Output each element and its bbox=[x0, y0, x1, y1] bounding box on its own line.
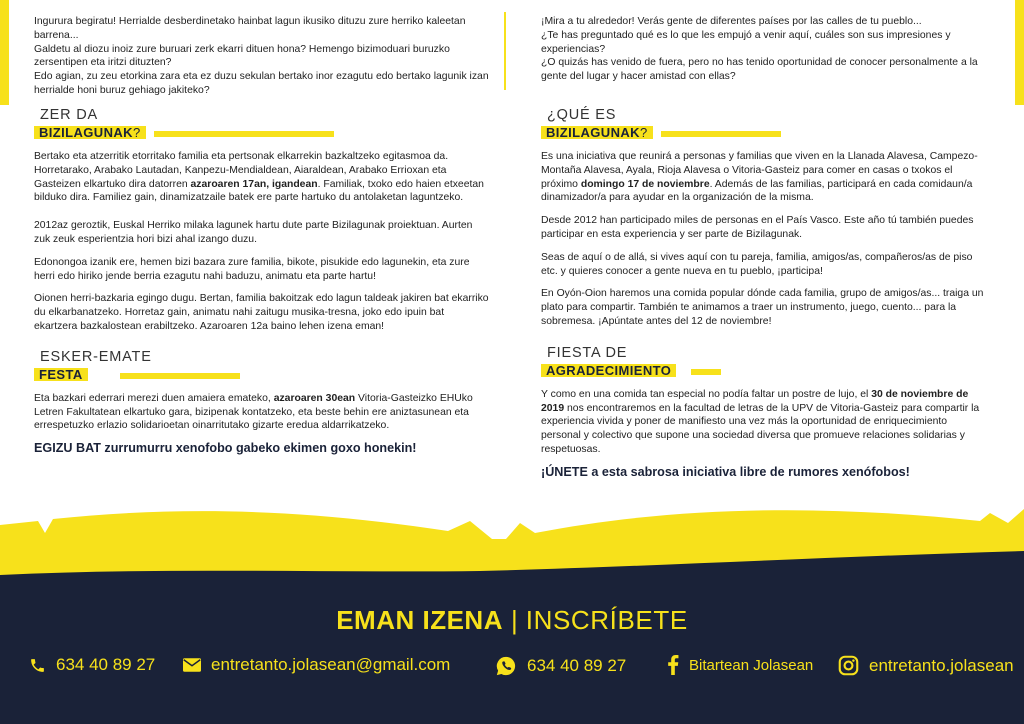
intro-text bbox=[34, 15, 489, 101]
phone-number: 634 40 89 27 bbox=[56, 655, 156, 674]
heading-line-2 bbox=[34, 126, 146, 139]
heading-underline bbox=[691, 369, 721, 375]
heading-qmark: ? bbox=[639, 125, 648, 140]
heading-title: BIZILAGUNAK bbox=[546, 125, 640, 140]
basque-column bbox=[34, 0, 489, 456]
contact-phone[interactable] bbox=[29, 655, 155, 675]
spanish-column bbox=[541, 0, 986, 480]
paragraph: Eta bazkari ederrari merezi duen amaiera emateko, azaroaren 30ean Vitoria-Gasteizko EHUko Letren Fakultatean elkartuko gara, bizipenak kontatzeko, eta beste behin ere aniztasunean eta errespetuzko erlazio solidarioetan oinarritutako gizarte eredua aldarrikatzeko. bbox=[34, 392, 473, 432]
heading-line-1: ZER DA bbox=[40, 107, 98, 123]
paragraph: Bertako eta atzerritik etorritako familia eta pertsonak elkarrekin bazkaltzeko egitasmoa da. Horretarako, Arabako Lautadan, Kanpezu-Mendialdean, Aiaraldean, Arabako Errioxan eta Gasteizen elkartuko dira datorren azaroaren 17an, igandean. Familiak, txoko edo haien etxeetan bilduko dira. Familiez gain, dinamizatzaile batek ere parte hartuko du antolaketan laguntzeko. bbox=[34, 151, 484, 204]
paragraph: 2012az geroztik, Euskal Herriko milaka lagunek hartu dute parte Bizilagunak proiektuan. Aurten zuk zeuk esperientzia hori bizi ahal izango duzu. bbox=[34, 220, 473, 245]
contact-bar bbox=[0, 655, 1024, 679]
facebook-page: Bitartean Jolasean bbox=[689, 656, 814, 674]
closing-slogan: ¡ÚNETE a esta sabrosa iniciativa libre de rumores xenófobos! bbox=[541, 464, 910, 479]
heading-line-2: AGRADECIMIENTO bbox=[541, 364, 676, 377]
contact-email[interactable] bbox=[183, 655, 450, 675]
whatsapp-number: 634 40 89 27 bbox=[527, 656, 627, 675]
cta-basque: EMAN IZENA bbox=[336, 605, 503, 635]
cta-separator: | bbox=[510, 605, 518, 635]
cta-spanish: INSCRÍBETE bbox=[525, 605, 688, 635]
center-fold-mark bbox=[504, 12, 506, 90]
facebook-icon bbox=[667, 655, 679, 675]
heading-line-1: ¿QUÉ ES bbox=[547, 107, 617, 123]
intro-text bbox=[541, 15, 986, 101]
contact-instagram[interactable] bbox=[838, 655, 1014, 676]
contact-whatsapp[interactable] bbox=[495, 655, 626, 677]
heading-line-1: ESKER-EMATE bbox=[40, 348, 152, 365]
heading-underline bbox=[120, 373, 240, 379]
instagram-handle: entretanto.jolasean bbox=[869, 655, 1014, 675]
heading-line-1: FIESTA DE bbox=[547, 344, 628, 361]
heading-underline bbox=[154, 131, 334, 137]
section-heading bbox=[34, 343, 489, 388]
heading-qmark: ? bbox=[132, 125, 141, 140]
intro-paragraph: ¿Te has preguntado qué es lo que les empujó a venir aquí, cuáles son sus impresiones y experiencias? bbox=[541, 29, 951, 55]
mail-icon bbox=[183, 658, 201, 672]
right-accent-bar bbox=[1015, 0, 1024, 105]
paragraph: Oionen herri-bazkaria egingo dugu. Bertan, familia bakoitzak edo lagun taldeak jakiren bat ekarriko du elkarbanatzeko. Horretaz gain, animatu nahi zaitugu musika-tresna, joko edo ipuin bat ekartzera bazkalostean erabiltzeko. Azaroaren 12a baino lehen izena eman! bbox=[34, 293, 489, 332]
phone-icon bbox=[29, 657, 46, 674]
heading-line-2 bbox=[541, 126, 653, 139]
paragraph: Y como en una comida tan especial no podía faltar un postre de lujo, el 30 de noviembre de 2019 nos encontraremos en la facultad de letras de la UPV de Vitoria-Gasteiz para compartir la experiencia vivida y poner de manifiesto una vez más la oportunidad de enriquecimiento personal y colectivo que supone una sociedad diversa que promueve relaciones solidarias y respetuosas. bbox=[541, 388, 980, 455]
paragraph: Desde 2012 han participado miles de personas en el País Vasco. Este año tú también puedes participar en esta experiencia y ser parte de Bizilagunak. bbox=[541, 215, 974, 240]
section-heading bbox=[541, 339, 986, 384]
section-heading bbox=[541, 101, 986, 146]
highlight-date: domingo 17 de noviembre bbox=[580, 178, 710, 190]
left-accent-bar bbox=[0, 0, 9, 105]
paragraph: Edonongoa izanik ere, hemen bizi bazara zure familia, bikote, pisukide edo lagunekin, eta zure herri edo hiriko jende berria ezagutu nahi baduzu, animatu eta parte hartu! bbox=[34, 256, 470, 282]
paragraph: Seas de aquí o de allá, si vives aquí con tu pareja, familia, amigos/as, compañeros/as de piso etc. y quieres conocer a gente nueva en tu pueblo, ¡participa! bbox=[541, 251, 973, 277]
heading-title: BIZILAGUNAK bbox=[39, 125, 133, 140]
paragraph: En Oyón-Oion haremos una comida popular dónde cada familia, grupo de amigos/as... traiga un plato para compartir. También te animamos a traer un instrumento, juego, cuento... para la sobremesa. ¡Apúntate antes del 12 de noviembre! bbox=[541, 288, 984, 327]
intro-paragraph: Galdetu al diozu inoiz zure buruari zerk ekarri dituen hona? Hemengo bizimoduari buruzko zersentipen eta iritzi dituzten? bbox=[34, 43, 450, 69]
highlight-date: 30 de noviembre de 2019 bbox=[541, 388, 969, 414]
highlight-date: azaroaren 17an, igandean bbox=[190, 178, 318, 190]
intro-paragraph: ¿O quizás has venido de fuera, pero no has tenido oportunidad de conocer personalmente a la gente del lugar y hacer amistad con ellas? bbox=[541, 57, 978, 83]
heading-line-2: FESTA bbox=[34, 368, 88, 381]
email-address: entretanto.jolasean@gmail.com bbox=[211, 655, 451, 674]
signup-call-to-action bbox=[0, 605, 1024, 636]
whatsapp-icon bbox=[495, 655, 517, 677]
closing-slogan: EGIZU BAT zurrumurru xenofobo gabeko ekimen goxo honekin! bbox=[34, 441, 417, 456]
highlight-date: azaroaren 30ean bbox=[273, 392, 356, 404]
heading-underline bbox=[661, 131, 781, 137]
contact-facebook[interactable] bbox=[667, 655, 813, 675]
instagram-icon bbox=[838, 655, 859, 676]
intro-paragraph: ¡Mira a tu alrededor! Verás gente de diferentes países por las calles de tu pueblo... bbox=[541, 16, 922, 27]
intro-paragraph: Ingurura begiratu! Herrialde desberdinetako hainbat lagun ikusiko dituzu zure herriko kaleetan barrena... bbox=[34, 16, 466, 41]
intro-paragraph: Edo agian, zu zeu etorkina zara eta ez duzu sekulan bertako inor ezagutu edo bertako lagunik izan herrialde honi buruz gehiago jakiteko? bbox=[34, 71, 489, 96]
section-heading bbox=[34, 101, 489, 146]
paragraph: Es una iniciativa que reunirá a personas y familias que viven en la Llanada Alavesa, Campezo-Montaña Alavesa, Ayala, Rioja Alavesa o Vitoria-Gasteiz para comer en casas o txokos el próximo domingo 17 de noviembre. Además de las familias, participará en cada comidaun/a dinamizador/a para ayudar en la organización de la misma. bbox=[541, 151, 978, 204]
